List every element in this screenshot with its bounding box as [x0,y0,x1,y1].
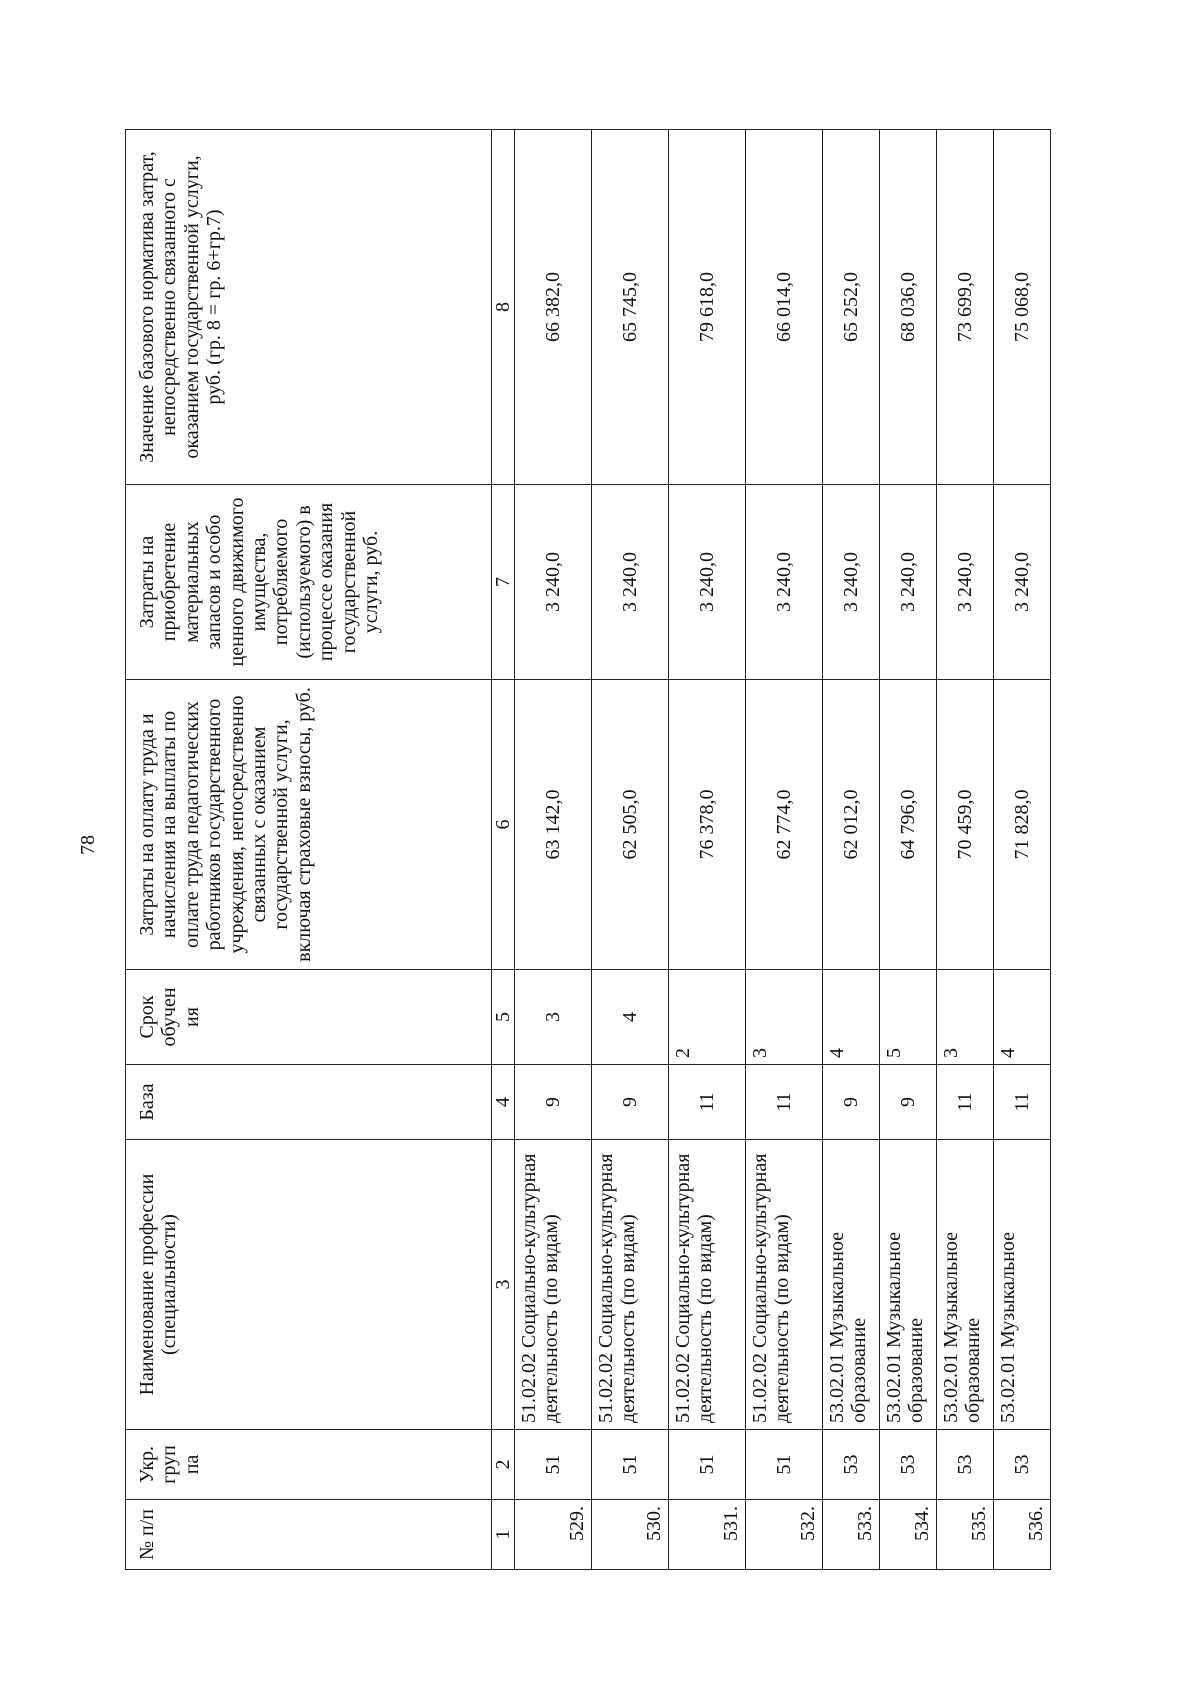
row-term: 3 [746,970,823,1065]
header-cell-term: Срок обучен ия [126,970,492,1065]
row-number: 531. [669,1500,746,1570]
row-term: 4 [823,970,880,1065]
row-profession-name: 53.02.01 Музыкальное образование [880,1140,937,1430]
row-materials-cost: 3 240,0 [880,485,937,680]
table-row [746,130,823,1570]
row-labor-cost: 62 505,0 [592,680,669,970]
header-cell-materials: Затраты на приобретение материальных запасов и особо ценного движимого имущества, потребляемого (используемого) в процессе оказания государственной услуги, руб. [126,485,492,680]
row-term: 4 [592,970,669,1065]
row-number: 530. [592,1500,669,1570]
row-number: 536. [994,1500,1051,1570]
row-base: 11 [746,1065,823,1140]
row-group: 51 [592,1430,669,1500]
column-number: 1 [492,1500,515,1570]
column-number: 6 [492,680,515,970]
row-term: 5 [880,970,937,1065]
column-number: 5 [492,970,515,1065]
row-total-cost: 65 252,0 [823,130,880,485]
row-total-cost: 79 618,0 [669,130,746,485]
row-term: 4 [994,970,1051,1065]
row-labor-cost: 64 796,0 [880,680,937,970]
row-group: 51 [669,1430,746,1500]
row-group: 53 [937,1430,994,1500]
header-cell-labor: Затраты на оплату труда и начисления на выплаты по оплате труда педагогических работников государственного учреждения, непосредственно связанных с оказанием государственной услуги, включая страховые взносы, руб. [126,680,492,970]
row-total-cost: 65 745,0 [592,130,669,485]
row-materials-cost: 3 240,0 [937,485,994,680]
row-group: 53 [823,1430,880,1500]
row-base: 9 [592,1065,669,1140]
row-materials-cost: 3 240,0 [669,485,746,680]
column-number-row [492,130,515,1570]
row-term: 3 [515,970,592,1065]
table-row [592,130,669,1570]
row-materials-cost: 3 240,0 [746,485,823,680]
page-number: 78 [77,835,99,855]
row-base: 9 [880,1065,937,1140]
row-base: 11 [937,1065,994,1140]
row-total-cost: 73 699,0 [937,130,994,485]
row-total-cost: 66 382,0 [515,130,592,485]
column-number: 2 [492,1430,515,1500]
table-row [669,130,746,1570]
row-profession-name: 53.02.01 Музыкальное [994,1140,1051,1430]
row-base: 11 [669,1065,746,1140]
row-profession-name: 53.02.01 Музыкальное образование [823,1140,880,1430]
row-number: 533. [823,1500,880,1570]
row-total-cost: 66 014,0 [746,130,823,485]
table-row [823,130,880,1570]
row-materials-cost: 3 240,0 [515,485,592,680]
column-number: 7 [492,485,515,680]
row-number: 529. [515,1500,592,1570]
row-term: 3 [937,970,994,1065]
row-group: 53 [880,1430,937,1500]
header-cell-name: Наименование профессии (специальности) [126,1140,492,1430]
header-cell-group: Укр. груп па [126,1430,492,1500]
row-materials-cost: 3 240,0 [823,485,880,680]
row-base: 9 [515,1065,592,1140]
row-labor-cost: 76 378,0 [669,680,746,970]
row-number: 535. [937,1500,994,1570]
row-base: 11 [994,1065,1051,1140]
header-cell-num: № п/п [126,1500,492,1570]
row-group: 51 [515,1430,592,1500]
row-profession-name: 51.02.02 Социально-культурная деятельность (по видам) [592,1140,669,1430]
rotated-table-wrapper [125,130,1105,1570]
table-row [880,130,937,1570]
row-labor-cost: 63 142,0 [515,680,592,970]
table-row [515,130,592,1570]
row-profession-name: 51.02.02 Социально-культурная деятельность (по видам) [669,1140,746,1430]
table-row [937,130,994,1570]
row-labor-cost: 62 774,0 [746,680,823,970]
column-number: 4 [492,1065,515,1140]
row-group: 53 [994,1430,1051,1500]
row-profession-name: 51.02.02 Социально-культурная деятельность (по видам) [515,1140,592,1430]
column-number: 8 [492,130,515,485]
row-materials-cost: 3 240,0 [994,485,1051,680]
row-base: 9 [823,1065,880,1140]
row-profession-name: 53.02.01 Музыкальное образование [937,1140,994,1430]
table-row [994,130,1051,1570]
row-number: 532. [746,1500,823,1570]
header-cell-total: Значение базового норматива затрат, непосредственно связанного с оказанием государственной услуги, руб. (гр. 8 = гр. 6+гр.7) [126,130,492,485]
cost-norms-table [125,129,1051,1570]
row-total-cost: 68 036,0 [880,130,937,485]
row-materials-cost: 3 240,0 [592,485,669,680]
row-labor-cost: 62 012,0 [823,680,880,970]
column-number: 3 [492,1140,515,1430]
row-term: 2 [669,970,746,1065]
row-total-cost: 75 068,0 [994,130,1051,485]
header-cell-base: База [126,1065,492,1140]
row-number: 534. [880,1500,937,1570]
row-group: 51 [746,1430,823,1500]
row-labor-cost: 70 459,0 [937,680,994,970]
header-row [126,130,492,1570]
row-labor-cost: 71 828,0 [994,680,1051,970]
row-profession-name: 51.02.02 Социально-культурная деятельность (по видам) [746,1140,823,1430]
